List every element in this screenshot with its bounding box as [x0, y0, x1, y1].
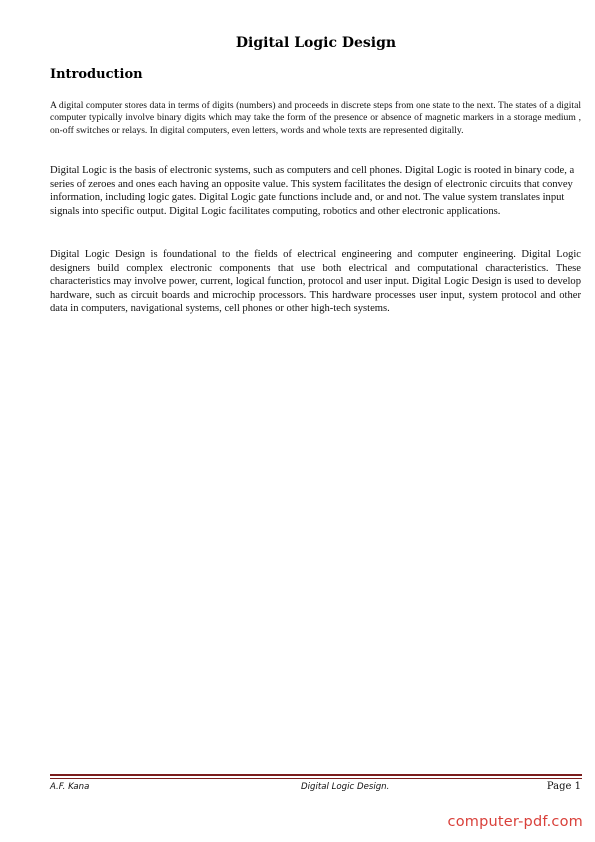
document-title: Digital Logic Design: [235, 35, 397, 51]
paragraph-3: Digital Logic Design is foundational to the fields of electrical engineering and computer engineering. Digital Logic designers build complex electronic components that use both electrical and computational characteristics. These characteristics may involve power, current, logical function, protocol and user input. Digital Logic Design is used to develop hardware, such as circuit boards and microchip processors. This hardware processes user input, system protocol and other data in computers, navigational systems, cell phones or other high-tech systems.: [50, 249, 581, 315]
watermark-link[interactable]: computer-pdf.com: [447, 814, 583, 830]
footer-document-title: Digital Logic Design.: [301, 782, 390, 792]
footer-page-number: Page 1: [546, 781, 581, 792]
paragraph-2: Digital Logic is the basis of electronic systems, such as computers and cell phones. Digital Logic is rooted in binary code, a series of zeroes and ones each having an opposite value. This system facilitates the design of electronic circuits that convey information, including logic gates. Digital Logic gate functions include and, or and not. The value system translates input signals into specific output. Digital Logic facilitates computing, robotics and other electronic applications.: [50, 165, 575, 217]
page-footer: [50, 782, 581, 796]
footer-author: A.F. Kana: [50, 782, 90, 792]
paragraph-1: A digital computer stores data in terms of digits (numbers) and proceeds in discrete steps from one state to the next. The states of a digital computer typically involve binary digits which may take the form of the presence or absence of magnetic markers in a storage medium , on-off switches or relays. In digital computers, even letters, words and whole texts are represented digitally.: [50, 100, 581, 136]
section-heading-introduction: Introduction: [50, 67, 143, 82]
footer-rule-thin: [50, 778, 582, 779]
footer-rule-thick: [50, 774, 582, 776]
